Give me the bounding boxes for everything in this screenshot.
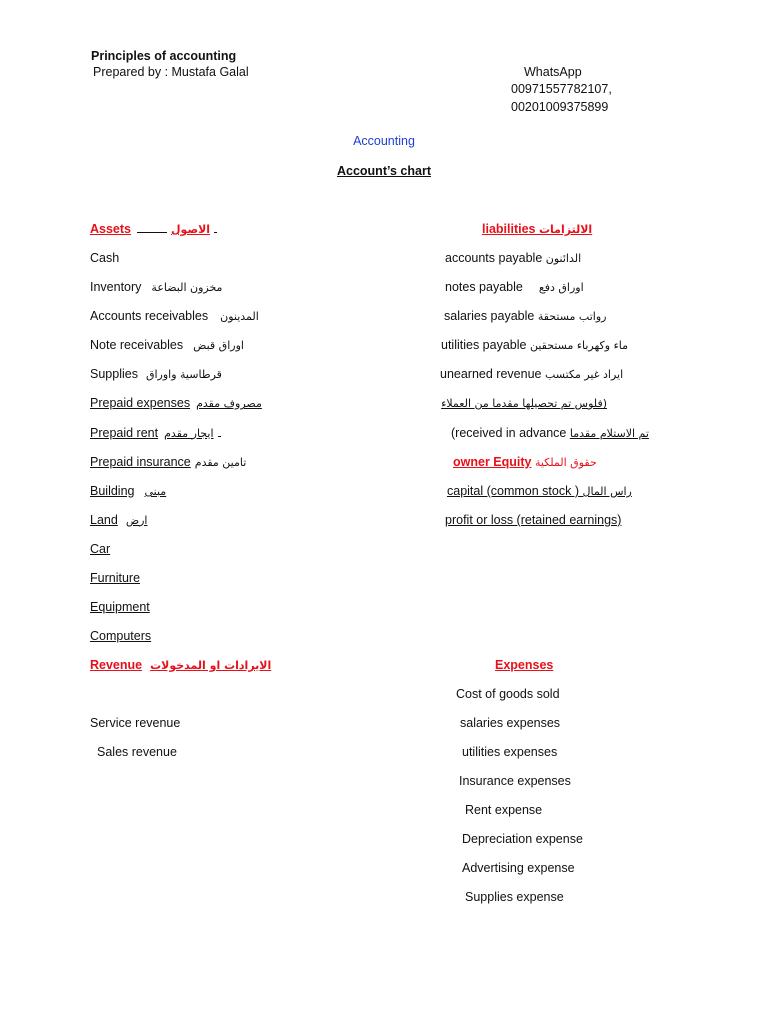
phone-number-1: 00971557782107, (511, 82, 612, 96)
asset-name-ar: مصروف مقدم (196, 397, 262, 411)
asset-item (90, 570, 262, 599)
asset-name: Prepaid expenses (90, 396, 191, 411)
asset-item (90, 483, 262, 512)
expenses-heading (495, 657, 558, 673)
expense-item: Supplies expense (465, 890, 564, 904)
expense-item: Insurance expenses (459, 774, 571, 788)
expense-item: utilities expenses (462, 745, 558, 759)
revenue-heading-ar: الايرادات او المدخولات (150, 659, 272, 672)
asset-name: Note receivables (90, 338, 184, 353)
asset-item (90, 308, 262, 337)
liability-name: unearned revenue (440, 367, 542, 381)
equity-name: capital (common stock ) (447, 484, 579, 498)
assets-heading-ar: الاصول (171, 223, 211, 236)
asset-item (90, 425, 262, 454)
asset-item (90, 337, 262, 366)
equity-name-ar: راس المال (582, 485, 632, 498)
asset-name-ar: مبنى (144, 484, 167, 498)
asset-name: Computers (90, 629, 152, 644)
asset-name-ar: المدينون (220, 310, 259, 324)
section-title: Accounting (353, 134, 415, 148)
revenue-heading-en: Revenue (90, 658, 143, 672)
equity-heading (453, 454, 597, 471)
asset-name: Car (90, 541, 111, 556)
asset-name-ar: قرطاسية واوراق (145, 368, 222, 382)
revenue-item: Sales revenue (97, 745, 177, 759)
asset-item (90, 541, 262, 570)
heading-rule (137, 232, 167, 233)
asset-item (90, 395, 262, 424)
expenses-heading-en: Expenses (495, 658, 554, 672)
liability-item (445, 250, 581, 267)
asset-item (90, 366, 262, 395)
asset-name: Furniture (90, 571, 141, 586)
contact-label: WhatsApp (524, 65, 582, 79)
asset-name-ar: ايجار مقدم (164, 426, 214, 440)
asset-name-ar: مخزون البضاعة (151, 281, 223, 295)
liability-item (440, 366, 623, 383)
expense-item: Rent expense (465, 803, 543, 817)
asset-name: Inventory (90, 280, 142, 295)
equity-name: profit or loss (retained earnings) (445, 513, 622, 527)
asset-item (90, 599, 262, 628)
expense-item: salaries expenses (460, 716, 561, 730)
asset-item (90, 250, 262, 279)
equity-item (445, 512, 621, 528)
equity-item (447, 483, 632, 500)
assets-heading (90, 221, 217, 238)
asset-name-ar: تامين مقدم (194, 455, 247, 469)
liability-name: notes payable (445, 280, 523, 294)
asset-name: Cash (90, 251, 120, 265)
asset-item (90, 279, 262, 308)
liability-name-ar: اوراق دفع (538, 281, 584, 294)
expense-item: Cost of goods sold (456, 687, 560, 701)
expense-item: Depreciation expense (462, 832, 583, 846)
asset-item (90, 454, 262, 483)
revenue-heading (90, 657, 277, 674)
phone-number-2: 00201009375899 (511, 100, 609, 114)
asset-name: Equipment (90, 600, 150, 615)
liabilities-heading-ar: الالتزامات (538, 223, 593, 236)
liability-item (441, 337, 628, 354)
prepared-by: Prepared by : Mustafa Galal (93, 65, 249, 79)
liability-item (444, 308, 606, 325)
asset-item (90, 628, 262, 657)
equity-heading-en: owner Equity (453, 455, 532, 469)
assets-heading-en: Assets (90, 222, 131, 236)
unearned-note-en (451, 425, 649, 442)
asset-item (90, 512, 262, 541)
asset-name: Accounts receivables (90, 309, 209, 324)
underline-rule (218, 436, 221, 437)
unearned-note-ar: (فلوس تم تحصيلها مقدما من العملاء (441, 397, 607, 410)
liability-name: salaries payable (444, 309, 535, 323)
asset-name: Prepaid insurance (90, 454, 191, 469)
liability-name: utilities payable (441, 338, 527, 352)
liabilities-heading-en: liabilities (482, 222, 536, 236)
expense-item: Advertising expense (462, 861, 575, 875)
asset-name: Building (90, 483, 135, 498)
liability-name: accounts payable (445, 251, 543, 265)
assets-list (90, 250, 262, 657)
unearned-note-text: (received in advance (451, 426, 567, 440)
asset-name-ar: اوراق قبض (193, 339, 244, 353)
doc-title: Account’s chart (336, 164, 431, 178)
asset-name: Prepaid rent (90, 425, 159, 440)
course-title: Principles of accounting (91, 49, 237, 63)
asset-name-ar: ارض (125, 513, 148, 527)
liabilities-heading (479, 221, 598, 238)
liability-name-ar: ايراد غير مكتسب (544, 368, 624, 381)
asset-name: Land (90, 512, 118, 527)
liability-name-ar: رواتب مستحقة (537, 310, 607, 323)
heading-rule (214, 232, 217, 233)
liability-name-ar: الدائنون (545, 252, 582, 265)
revenue-item: Service revenue (90, 716, 181, 730)
liability-item (445, 279, 584, 296)
unearned-note-text-ar: تم الاستلام مقدما (569, 427, 649, 440)
asset-name: Supplies (90, 367, 138, 382)
liability-name-ar: ماء وكهرباء مستحقين (529, 339, 629, 352)
equity-heading-ar: حقوق الملكية (534, 456, 597, 469)
